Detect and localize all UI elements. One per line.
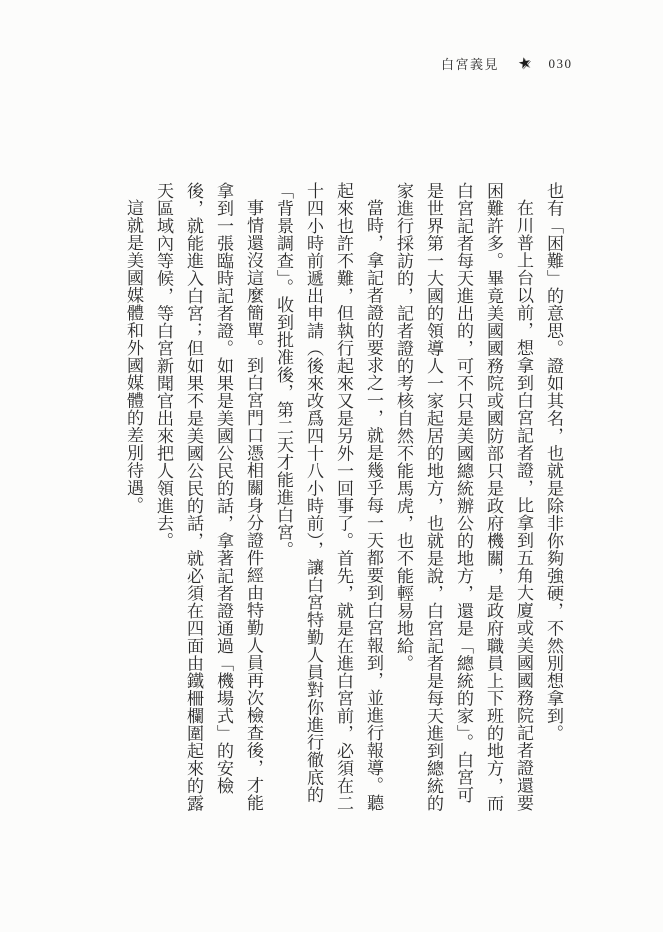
paragraph-4: 事情還沒這麼簡單。到白宮門口憑相關身分證件經由特勤人員再次檢查後，才能拿到一張臨時記者證。如果是美國公民的話，拿著記者證通過「機場式」的安檢後，就能進入白宮；但如果不是美國公民的話，就必須在四面由鐵柵欄圍起來的露天區域內等候，等白宮新聞官出來把人領進去。	[154, 182, 263, 812]
paragraph-1: 也有「困難」的意思。證如其名，也就是除非你夠強硬，不然別想拿到。	[544, 182, 563, 742]
book-title: 白宮義見	[441, 57, 500, 72]
paragraph-2: 在川普上台以前，想拿到白宮記者證，比拿到五角大廈或美國國務院記者證還要困難許多。畢竟美國國務院或國防部只是政府機關，是政府職員上下班的地方，而白宮記者每天進出的，可不只是美國總統辦公的地方，還是「總統的家」。白宮可是世界第一大國的領導人一家起居的地方，也就是說，白宮記者是每天進到總統的家進行採訪的，記者證的考核自然不能馬虎，也不能輕易地給。	[394, 182, 533, 812]
paragraph-3: 當時，拿記者證的要求之一，就是幾乎每一天都要到白宮報到，並進行報導。聽起來也許不難，但執行起來又是另外一回事了。首先，就是在進白宮前，必須在二十四小時前遞出申請（後來改爲四十八小時前），讓白宮特勤人員對你進行徹底的「背景調查」。收到批准後，第二天才能進白宮。	[274, 182, 383, 812]
page-number: 030	[548, 55, 573, 71]
page-header	[441, 54, 572, 73]
star-icon: ★	[516, 54, 534, 74]
paragraph-5: 這就是美國媒體和外國媒體的差別待遇。	[124, 199, 143, 514]
body-text	[118, 182, 568, 812]
